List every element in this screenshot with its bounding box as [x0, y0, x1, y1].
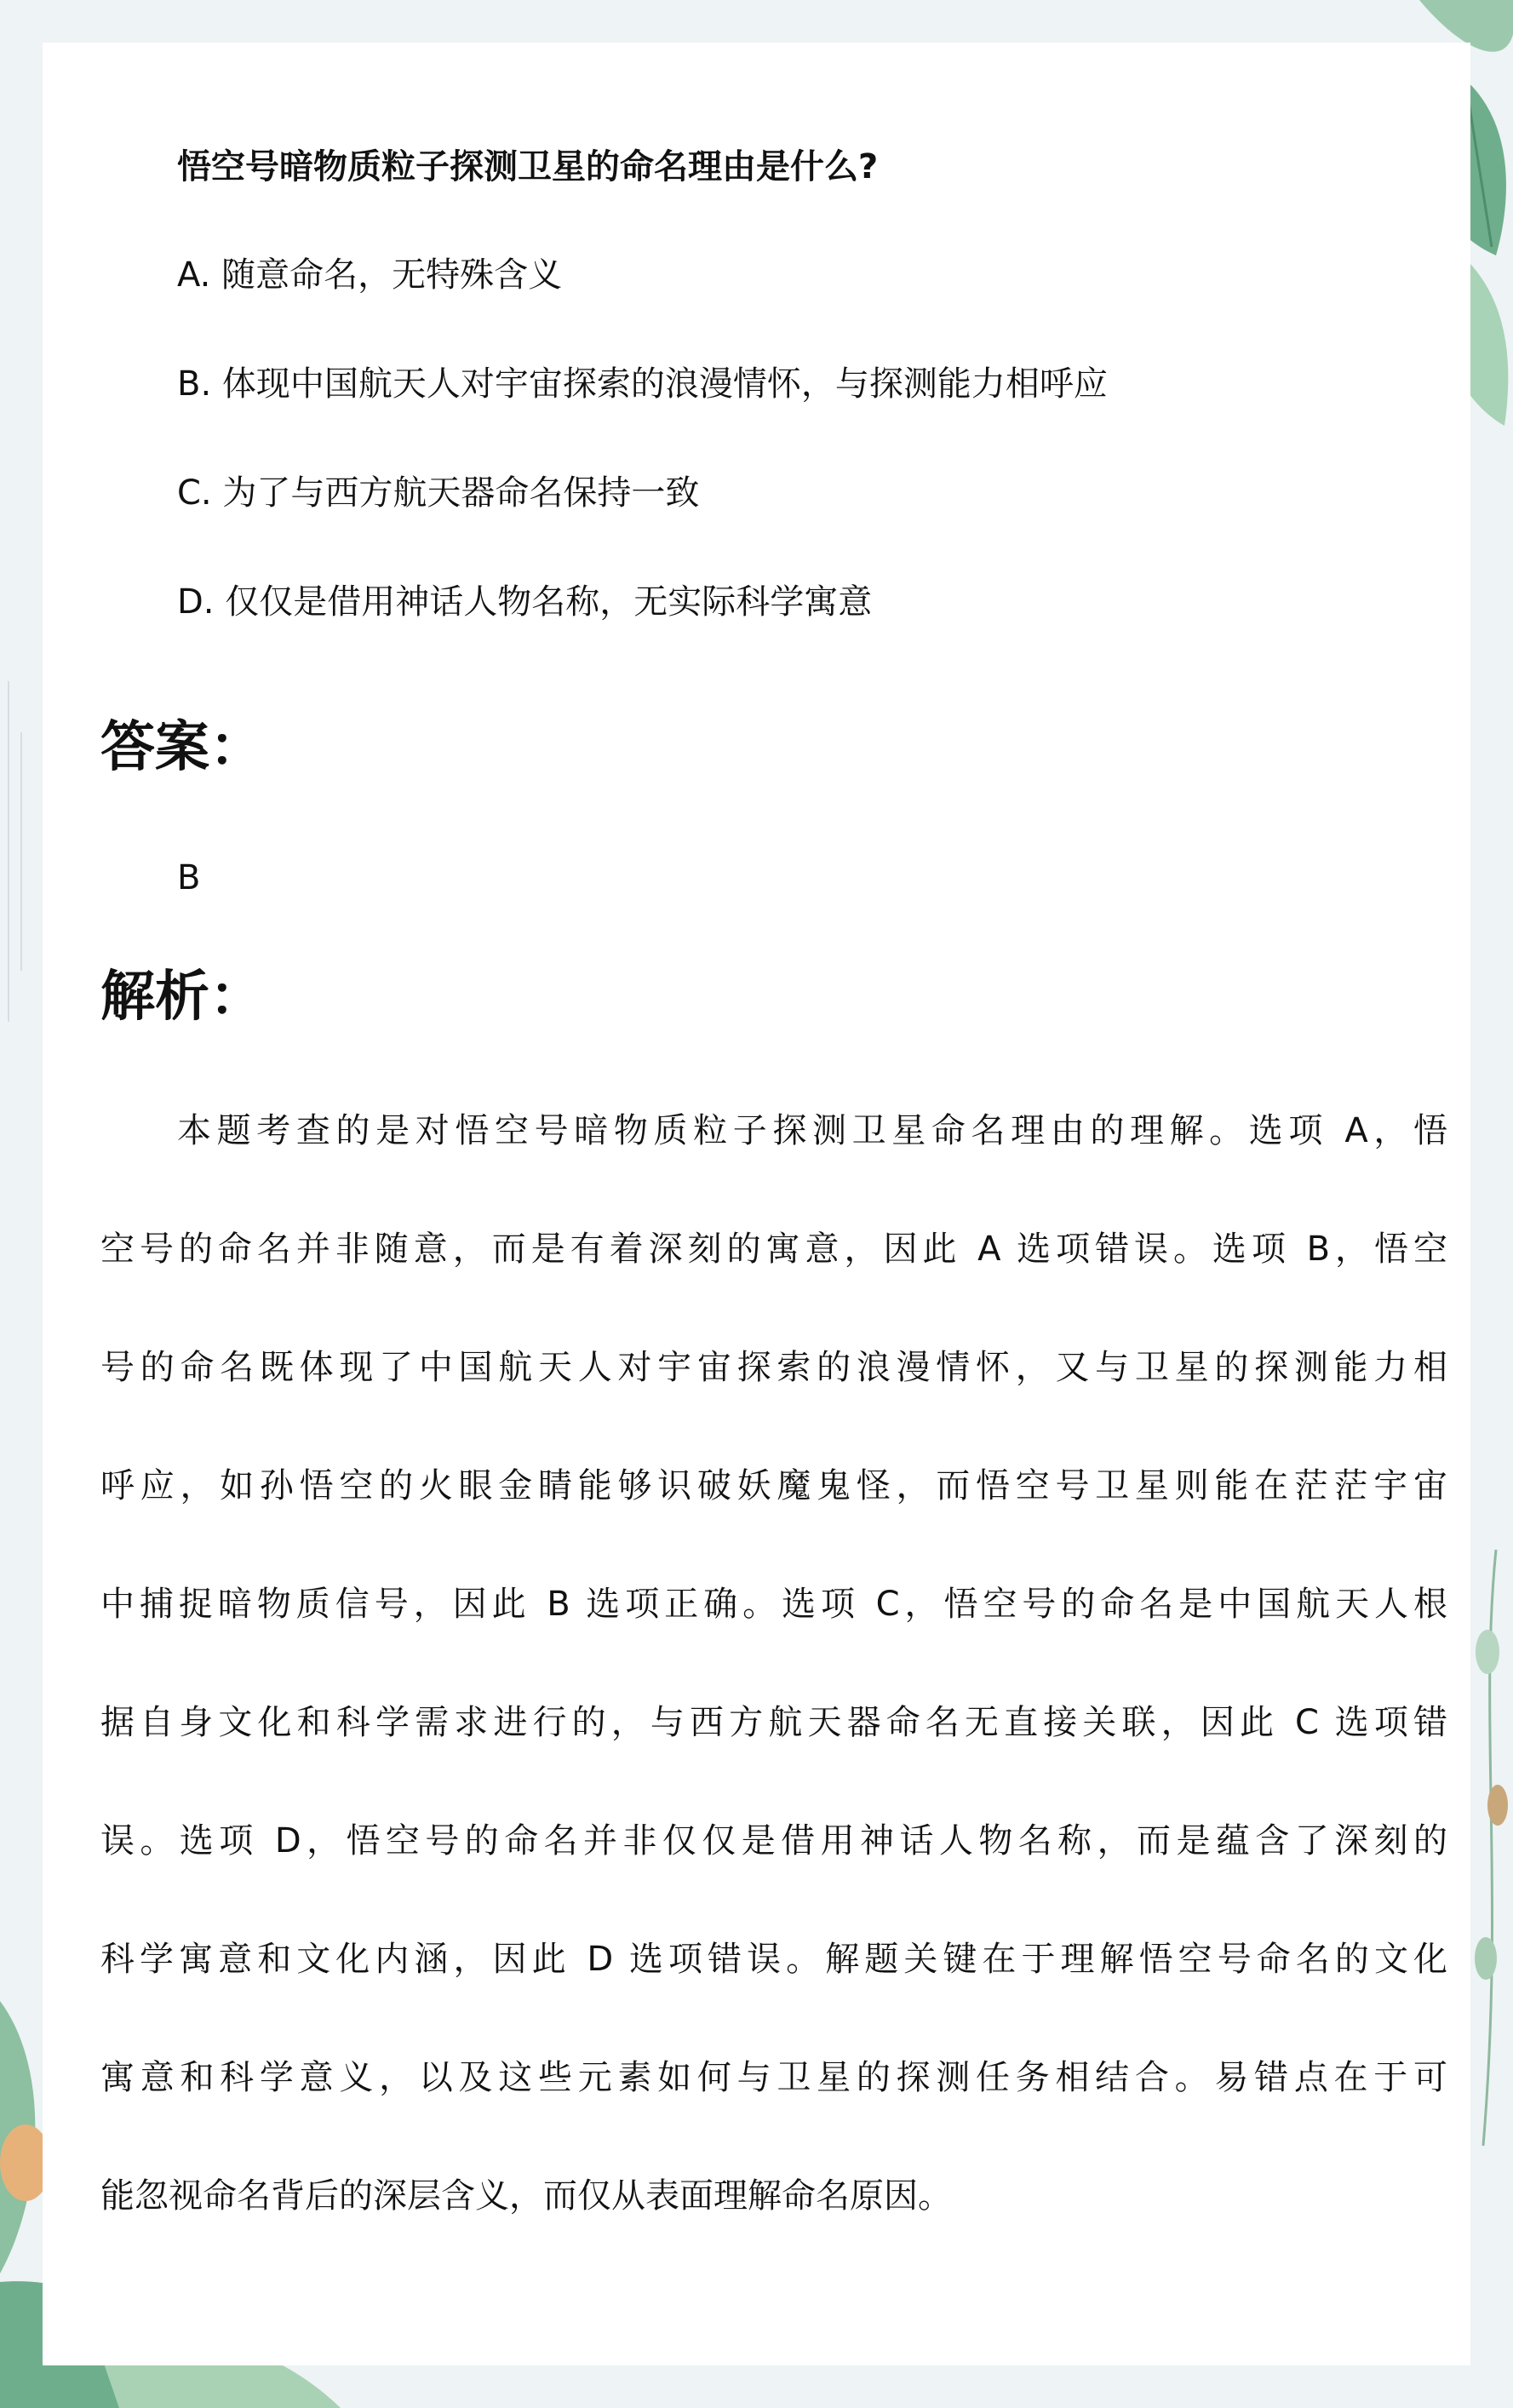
analysis-line: 号的命名既体现了中国航天人对宇宙探索的浪漫情怀，又与卫星的探测能力相: [100, 1348, 1447, 1387]
content-card: [43, 43, 1470, 2365]
option-b: B. 体现中国航天人对宇宙探索的浪漫情怀，与探测能力相呼应: [177, 364, 1108, 404]
analysis-line: 据自身文化和科学需求进行的，与西方航天器命名无直接关联，因此 C 选项错: [100, 1703, 1447, 1742]
analysis-line: 本题考查的是对悟空号暗物质粒子探测卫星命名理由的理解。选项 A，悟: [177, 1111, 1447, 1150]
analysis-body: [100, 1072, 1447, 2256]
analysis-line: 空号的命名并非随意，而是有着深刻的寓意，因此 A 选项错误。选项 B，悟空: [100, 1230, 1447, 1269]
option-a: A. 随意命名，无特殊含义: [177, 255, 563, 295]
answer-heading: 答案：: [100, 716, 264, 779]
analysis-line: 科学寓意和文化内涵，因此 D 选项错误。解题关键在于理解悟空号命名的文化: [100, 1940, 1447, 1979]
analysis-heading: 解析：: [100, 966, 264, 1029]
option-c: C. 为了与西方航天器命名保持一致: [177, 473, 700, 513]
answer-value: B: [177, 858, 201, 897]
analysis-line: 能忽视命名背后的深层含义，而仅从表面理解命名原因。: [100, 2176, 952, 2216]
option-d: D. 仅仅是借用神话人物名称，无实际科学寓意: [177, 582, 873, 622]
sketch-lines-left-icon: [0, 681, 43, 1022]
question-title: 悟空号暗物质粒子探测卫星的命名理由是什么?: [177, 147, 879, 186]
analysis-line: 呼应，如孙悟空的火眼金睛能够识破妖魔鬼怪，而悟空号卫星则能在茫茫宇宙: [100, 1466, 1447, 1505]
analysis-line: 寓意和科学意义，以及这些元素如何与卫星的探测任务相结合。易错点在于可: [100, 2058, 1447, 2097]
analysis-line: 误。选项 D，悟空号的命名并非仅仅是借用神话人物名称，而是蕴含了深刻的: [100, 1821, 1447, 1860]
analysis-line: 中捕捉暗物质信号，因此 B 选项正确。选项 C，悟空号的命名是中国航天人根: [100, 1585, 1447, 1624]
